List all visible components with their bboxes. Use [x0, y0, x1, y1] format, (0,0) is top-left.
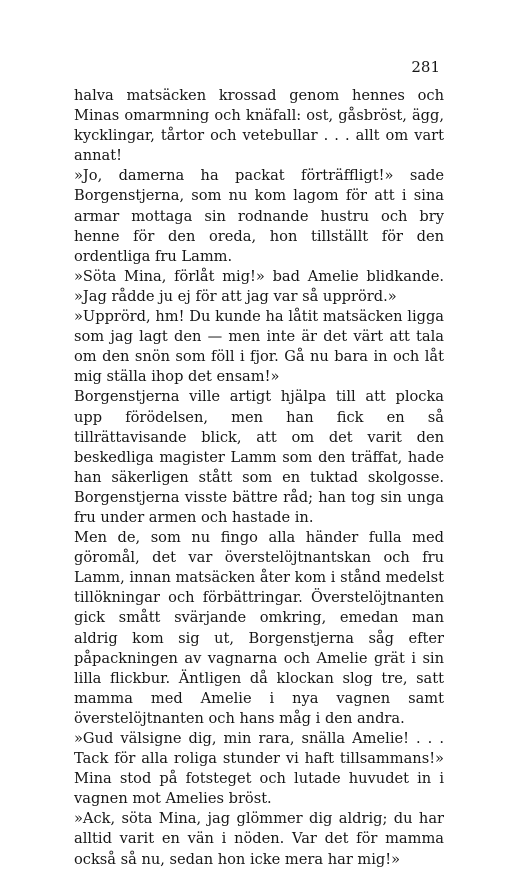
paragraph-6: Men de, som nu fingo alla händer fulla med göromål, det var överstelöjtnantskan och fru Lamm, innan matsäcken åter kom i stånd medelst tillökningar och förbättringar. Överstelöjtnanten gick smått svärjande omkring, emedan man aldrig kom sig ut, Borgenstjerna såg efter påpackningen av vagnarna och Amelie grät i sin lilla flickbur. Äntligen då klockan slog tre, satt mamma med Amelie i nya vagnen samt överstelöjtnanten och hans måg i den andra. — [74, 529, 444, 727]
paragraph-1: halva matsäcken krossad genom hennes och Minas omarmning och knäfall: ost, gåsbröst, ägg, kycklingar, tårtor och vetebullar . . . allt om vart annat! — [74, 87, 444, 165]
paragraph-5: Borgenstjerna ville artigt hjälpa till att plocka upp förödelsen, men han fick en så tillrättavisande blick, att om det varit den beskedliga magister Lamm som den träffat, hade han säkerligen stått som en tuktad skolgosse. Borgenstjerna visste bättre råd; han tog sin unga fru under armen och hastade in. — [74, 388, 444, 526]
paragraph-4: »Upprörd, hm! Du kunde ha låtit matsäcken ligga som jag lagt den — men inte är det värt att tala om den snön som föll i fjor. Gå nu bara in och låt mig ställa ihop det ensam!» — [74, 308, 444, 386]
paragraph-7: »Gud välsigne dig, min rara, snälla Amelie! . . . Tack för alla roliga stunder vi haft tillsammans!» Mina stod på fotsteget och lutade huvudet in i vagnen mot Amelies bröst. — [74, 730, 444, 808]
page-number: 281 — [411, 58, 440, 76]
paragraph-3: »Söta Mina, förlåt mig!» bad Amelie blidkande. »Jag rådde ju ej för att jag var så upprörd.» — [74, 267, 444, 305]
body-text — [74, 86, 444, 870]
paragraph-2: »Jo, damerna ha packat förträffligt!» sade Borgenstjerna, som nu kom lagom för att i sina armar mottaga sin rodnande hustru och bry henne för den oreda, hon tillställt för den ordentliga fru Lamm. — [74, 167, 444, 265]
paragraph-8: »Ack, söta Mina, jag glömmer dig aldrig; du har alltid varit en vän i nöden. Var det för mamma också så nu, sedan hon icke mera har mig!» — [74, 810, 444, 868]
